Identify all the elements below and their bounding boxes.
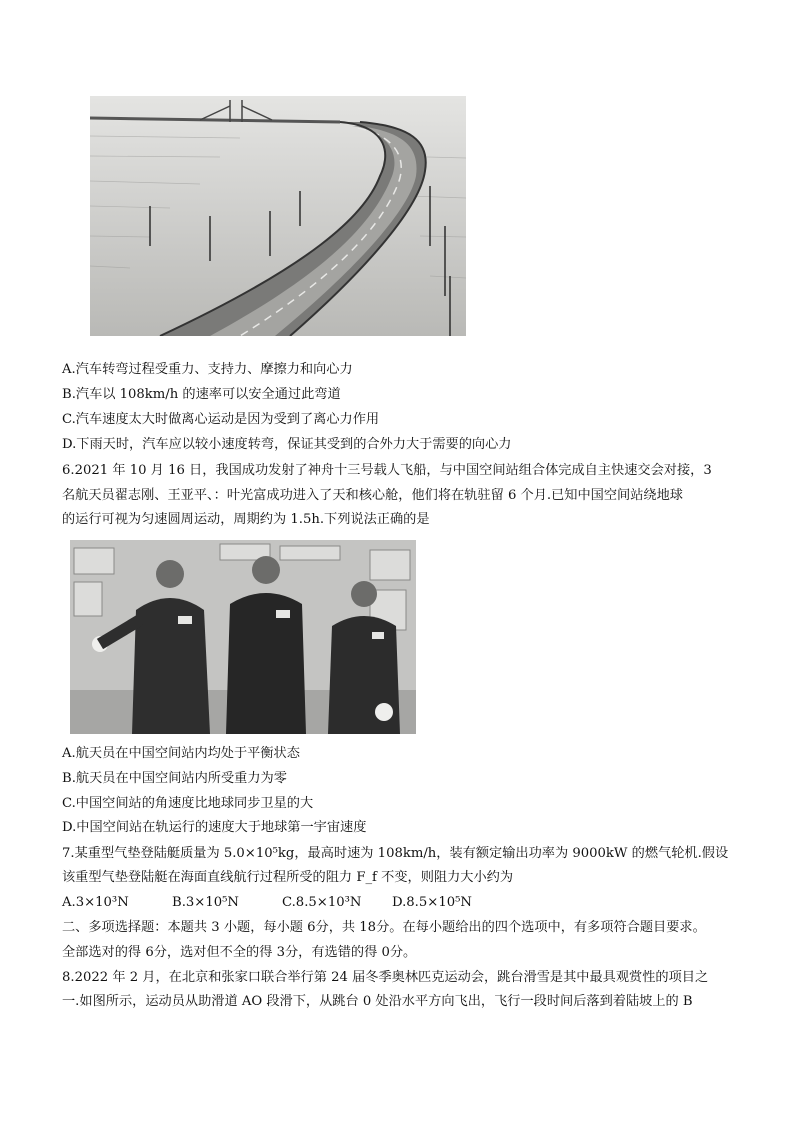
q8-stem-line1: 8.2022 年 2 月，在北京和张家口联合举行第 24 届冬季奥林匹克运动会，跳台滑雪是其中最具观赏性的项目之 bbox=[62, 970, 709, 985]
section2-instructions-line1: 二、多项选择题：本题共 3 小题，每小题 6分，共 18分。在每小题给出的四个选项中，有多项符合题目要求。 bbox=[62, 920, 706, 935]
q6-stem-line2: 名航天员翟志刚、王亚平、：叶光富成功进入了天和核心舱，他们将在轨驻留 6 个月.已知中国空间站绕地球 bbox=[62, 488, 683, 503]
q6-option-c: C.中国空间站的角速度比地球同步卫星的大 bbox=[62, 796, 314, 811]
q7-option-c: C.8.5×10³N bbox=[282, 895, 362, 910]
q7-options bbox=[62, 893, 472, 913]
bridge-curve-photo bbox=[90, 96, 466, 336]
q7-stem-line2: 该重型气垫登陆艇在海面直线航行过程所受的阻力 F_f 不变，则阻力大小约为 bbox=[62, 870, 514, 885]
q6-stem-line1: 6.2021 年 10 月 16 日，我国成功发射了神舟十三号载人飞船，与中国空间站组合体完成自主快速交会对接，3 bbox=[62, 463, 712, 478]
q7-option-a: A.3×10³N bbox=[62, 895, 129, 910]
q7-option-b: B.3×10⁵N bbox=[172, 895, 239, 910]
q5-option-a: A.汽车转弯过程受重力、支持力、摩擦力和向心力 bbox=[62, 362, 353, 377]
q6-option-a: A.航天员在中国空间站内均处于平衡状态 bbox=[62, 746, 300, 761]
q8-stem-line2: 一.如图所示，运动员从助滑道 AO 段滑下，从跳台 0 处沿水平方向飞出，飞行一段时间后落到着陆坡上的 B bbox=[62, 994, 693, 1009]
q7-stem-line1: 7.某重型气垫登陆艇质量为 5.0×10⁵kg，最高时速为 108km/h，装有额定输出功率为 9000kW 的燃气轮机.假设 bbox=[62, 846, 729, 861]
q6-option-b: B.航天员在中国空间站内所受重力为零 bbox=[62, 771, 287, 786]
section2-instructions-line2: 全部选对的得 6分，选对但不全的得 3分，有选错的得 0分。 bbox=[62, 945, 417, 960]
astronauts-photo bbox=[70, 540, 416, 734]
q7-option-d: D.8.5×10⁵N bbox=[392, 895, 472, 910]
q5-option-b: B.汽车以 108km/h 的速率可以安全通过此弯道 bbox=[62, 387, 341, 402]
q5-option-d: D.下雨天时，汽车应以较小速度转弯，保证其受到的合外力大于需要的向心力 bbox=[62, 437, 512, 452]
q6-stem-line3: 的运行可视为匀速圆周运动，周期约为 1.5h.下列说法正确的是 bbox=[62, 512, 430, 527]
q5-option-c: C.汽车速度太大时做离心运动是因为受到了离心力作用 bbox=[62, 412, 380, 427]
q6-option-d: D.中国空间站在轨运行的速度大于地球第一宇宙速度 bbox=[62, 820, 367, 835]
